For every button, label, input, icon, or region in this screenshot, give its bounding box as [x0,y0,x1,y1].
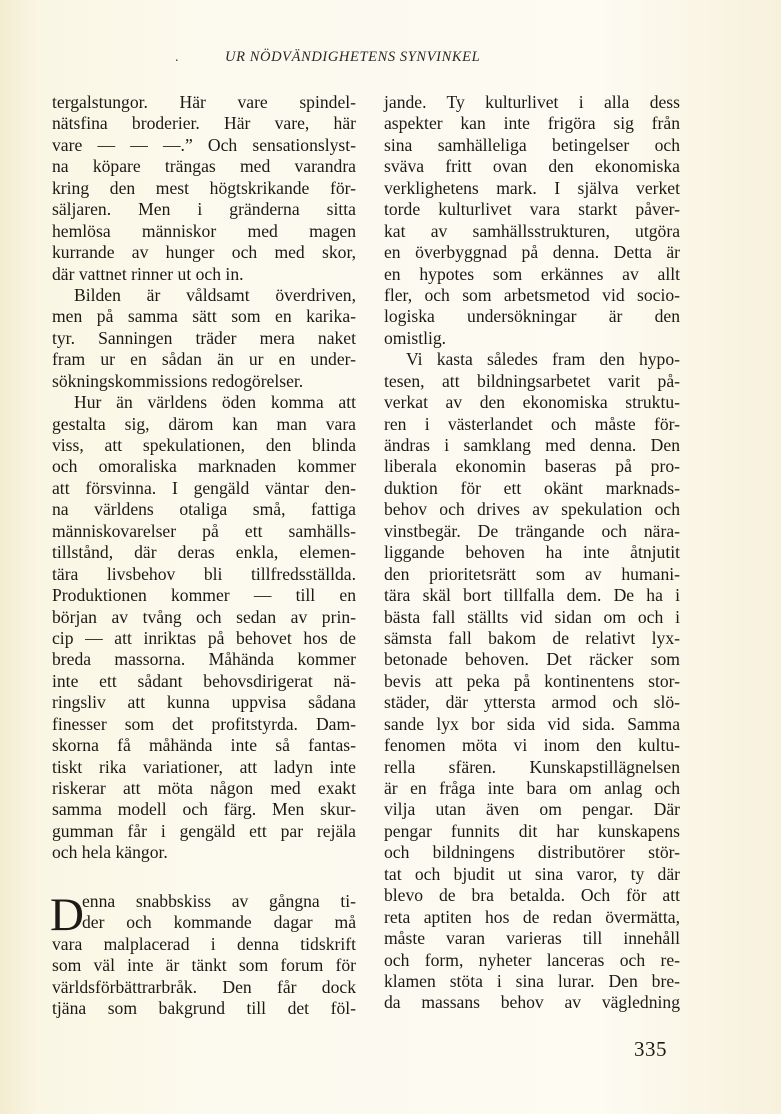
text-line: kat av samhällsstrukturen, utgöra [384,220,680,241]
text-line: människovarelser på ett samhälls- [52,520,356,541]
text-line: cip — att inriktas på behovet hos de [52,627,356,648]
text-line: och form, nyheter lanceras och re- [384,949,680,970]
text-line: logiska undersökningar är den [384,306,680,327]
text-line: ren i västerlandet och måste för- [384,413,680,434]
text-line: tergalstungor. Här vare spindel- [52,92,356,112]
left-column [52,92,356,1019]
text-line: gestalta sig, därom kan man vara [52,413,356,434]
text-line: tillstånd, där deras enkla, elemen- [52,542,356,563]
text-line: ändras i samklang med denna. Den [384,435,680,455]
text-line: säljaren. Men i gränderna sitta [52,199,356,220]
text-line: och omoraliska marknaden kommer [52,456,356,477]
text-line: måste varan varieras till innehåll [384,928,680,949]
text-line: inte ett sådant behovsdirigerat nä- [52,670,356,691]
text-line: tjäna som bakgrund till det föl- [52,997,356,1018]
text-line: na världens otaliga små, fattiga [52,499,356,520]
text-line: sande lyx bor sida vid sida. Samma [384,713,680,734]
running-header: UR NÖDVÄNDIGHETENS SYNVINKEL [225,49,481,65]
right-column [384,92,680,1014]
text-line: torde kulturlivet vara starkt påver- [384,199,680,220]
text-line: behov och drives av spekulation och [384,499,680,520]
text-line: tesen, att bildningsarbetet varit på- [384,370,680,391]
text-line: liberala ekonomin baseras på pro- [384,456,680,477]
text-line: och hela kängor. [52,842,168,863]
text-line: enna snabbskiss av gångna ti- [82,890,356,911]
text-line: da massans behov av vägledning [384,992,680,1013]
text-line: blevo de bra betalda. Och för att [384,885,680,906]
text-line: riskerar att möta någon med exakt [52,778,356,798]
paragraph [50,888,356,1020]
text-line: och bildningens distributörer stör- [384,842,680,863]
text-line: en överbyggnad på denna. Detta är [384,242,680,263]
text-line: tära skäl bort tillfalla dem. De ha i [384,585,680,606]
text-line: början av tvång och sedan av prin- [52,606,356,627]
text-line: vare — — —.” Och sensationslyst- [52,134,356,155]
text-line: fenomen möta vi inom den kultu- [384,735,680,756]
text-line: na köpare trängas med varandra [52,156,356,177]
text-line: vara malplacerad i denna tidskrift [52,933,356,954]
text-line: klamen stöta i sina lurar. Den bre- [384,970,680,991]
text-line: sämsta fall bakom de relativt lyx- [384,627,680,648]
text-line: är en fråga inte bara om anlag och [384,778,680,798]
text-line: bästa fall ställts vid sidan om och i [384,606,680,627]
text-line: tära livsbehov bli tillfredsställda. [52,563,356,584]
text-line: kurrande av hunger och med skor, [52,242,356,263]
text-line: tiskt rika variationer, att ladyn inte [52,756,356,777]
text-line: verklighetens mark. I själva verket [384,177,680,198]
text-line: hemlösa människor med magen [52,220,356,241]
text-line: reta aptiten hos de redan övermätta, [384,906,680,927]
text-line: duktion för ett okänt marknads- [384,477,680,498]
text-line: aspekter kan inte frigöra sig från [384,113,680,134]
text-line: betonade behoven. Det räcker som [384,649,680,670]
text-line: bevis att peka på kontinentens stor- [384,670,680,691]
text-line: kring den mest högtskrikande för- [52,177,356,198]
text-line: den prioritetsrätt som av humani- [384,563,680,584]
text-line: tyr. Sanningen träder mera naket [52,327,356,348]
text-line: världsförbättrarbråk. Den får dock [52,976,356,997]
text-line: att försvinna. I gengäld väntar den- [52,477,356,498]
text-line: Bilden är våldsamt överdriven, [74,284,356,305]
text-line: verkat av den ekonomiska struktu- [384,392,680,413]
text-line: pengar funnits dit har kunskapens [384,820,680,841]
paragraph [52,392,356,864]
text-line: fram ur en sådan än ur en under- [52,349,356,370]
text-line: som väl inte är tänkt som forum för [52,955,356,976]
text-line: men på samma sätt som en karika- [52,306,356,327]
text-line: sökningskommissions redogörelser. [52,370,304,391]
text-line: sina samhälleliga betingelser och [384,134,680,155]
section-break [52,864,356,891]
text-line: sväva fritt ovan den ekonomiska [384,156,680,177]
text-line: viss, att spekulationen, den blinda [52,435,356,455]
text-line: vilja utan även om pengar. Där [384,799,680,820]
text-line: vinstbegär. De trängande och nära- [384,520,680,541]
text-line: Produktionen kommer — till en [52,585,356,606]
text-line: Hur än världens öden komma att [74,392,356,413]
text-line: en hypotes som erkännes av allt [384,263,680,284]
paragraph [384,92,680,349]
text-line: där vattnet rinner ut och in. [52,263,244,284]
text-line: ringsliv att kunna uppvisa sådana [52,692,356,713]
text-line: finesser som det profitstyrda. Dam- [52,713,356,734]
drop-cap: D [50,888,84,941]
text-line: liggande behoven ha inte åtnjutit [384,542,680,563]
text-line: jande. Ty kulturlivet i alla dess [384,92,680,112]
text-line: gumman får i gengäld ett par rejäla [52,820,356,841]
paragraph [384,349,680,1014]
paragraph [52,92,356,285]
text-line: breda massorna. Måhända kommer [52,649,356,670]
paragraph [52,285,356,392]
text-line: samma modell och färg. Men skur- [52,799,356,820]
text-line: Vi kasta således fram den hypo- [406,349,680,370]
text-line: der och kommande dagar må [82,912,356,933]
page-number: 335 [634,1037,667,1061]
text-line: nätsfina broderier. Här vare, här [52,113,356,134]
text-line: skorna få måhända inte så fantas- [52,735,356,756]
text-line: städer, där yttersta armod och slö- [384,692,680,713]
text-line: omistlig. [384,327,447,348]
text-line: tat och bjudit ut sina varor, ty där [384,863,680,884]
text-line: rella sfären. Kunskapstillägnelsen [384,756,680,777]
header-mark: . [175,50,179,65]
text-line: fler, och som arbetsmetod vid socio- [384,284,680,305]
